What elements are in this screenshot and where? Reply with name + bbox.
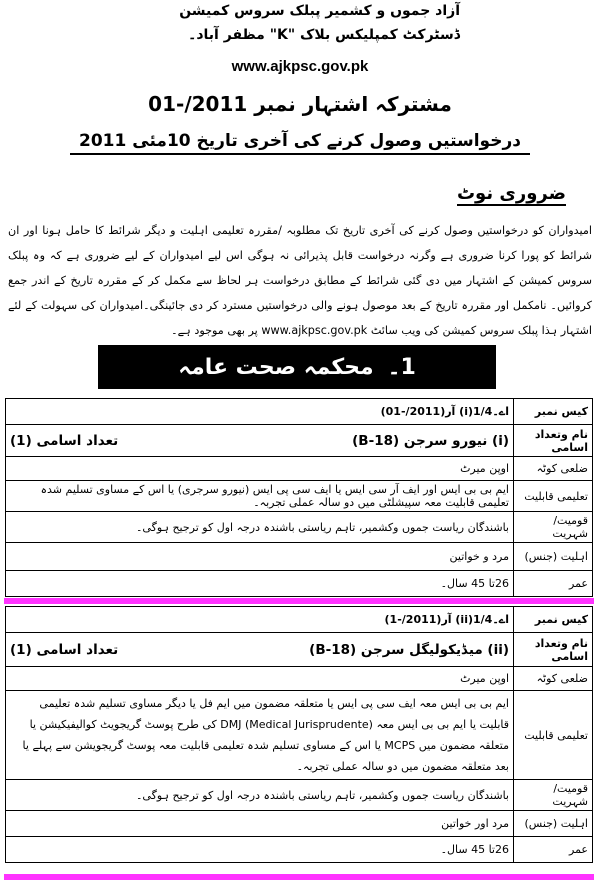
label-district-quota: ضلعی کوٹہ <box>514 457 593 481</box>
qualification-value: ایم بی بی ایس اور ایف آر سی ایس یا ایف سی پی ایس (نیورو سرجری) یا اس کے مساوی تسلیم شدہ تعلیمی قابلیت معہ سپیشلٹی میں دو سالہ عملی تجربہ۔ <box>6 481 514 512</box>
table-row <box>6 607 593 633</box>
post-count: تعداد اسامی (1) <box>10 641 119 658</box>
table-row <box>6 512 593 543</box>
highlight-separator <box>4 874 594 880</box>
table-row <box>6 399 593 425</box>
department-number: 1۔ <box>387 354 416 380</box>
note-body: امیدواران کو درخواستیں وصول کرنے کی آخری تاریخ تک مطلوبہ /مقررہ تعلیمی اہلیت و دیگر شرائط کا حامل ہونا اور ان شرائط کو پورا کرنا ضروری ہے وگرنہ درخواست قابل پذیرائی نہ ہوگی اس لیے امیدواران کے لیے ضروری ہے کہ وہ پبلک سروس کمیشن کے اشتہار میں دی گئی شرائط کے مطابق درخواست ہر لحاظ سے مکمل کر کے مقررہ تاریخ کے اندر جمع کروائیں۔ نامکمل اور مقررہ تاریخ کے بعد موصول ہونے والی درخواستیں مسترد کر دی جائینگی۔امیدواران کی سہولت کے لئے اشتہار ہذا پبلک سروس کمیشن کی ویب سائٹ www.ajkpsc.gov.pk پر بھی موجود ہے۔ <box>8 224 592 337</box>
case-number: اے۔1/4(ii) آر(2011/-1) <box>6 607 514 633</box>
highlight-separator <box>4 598 594 604</box>
table-row <box>6 811 593 837</box>
case-number: اے۔1/4(i) آر(2011/-01) <box>6 399 514 425</box>
table-row <box>6 667 593 691</box>
note-heading: ضروری نوٹ <box>456 183 566 204</box>
table-row <box>6 481 593 512</box>
post-cell <box>6 425 514 457</box>
label-case-no: کیس نمبر <box>514 399 593 425</box>
org-address-line2: ڈسٹرکٹ کمپلیکس بلاک "K" مظفر آباد۔ <box>188 27 460 43</box>
label-district-quota: ضلعی کوٹہ <box>514 667 593 691</box>
label-post-name: نام وتعداد اسامی <box>514 425 593 457</box>
table-row <box>6 691 593 780</box>
post-title: (ii) میڈیکولیگل سرجن (B-18) <box>309 641 509 658</box>
quota-value: اوپن میرٹ <box>6 457 514 481</box>
table-row <box>6 425 593 457</box>
label-nationality: قومیت/شہریت <box>514 780 593 811</box>
nationality-value: باشندگان ریاست جموں وکشمیر، تاہم ریاستی باشندہ درجہ اول کو ترجیح ہوگی۔ <box>6 512 514 543</box>
label-age: عمر <box>514 571 593 597</box>
label-gender: اہلیت (جنس) <box>514 811 593 837</box>
label-age: عمر <box>514 837 593 863</box>
label-case-no: کیس نمبر <box>514 607 593 633</box>
qualification-value: ایم بی بی ایس معہ ایف سی پی ایس یا متعلقہ مضمون میں ایم فل یا دیگر مساوی تسلیم شدہ تعلیمی قابلیت یا ایم بی بی ایس معہ DMJ (Medical Jurisprudente) کی طرح پوسٹ گریجویٹ کوالیفیکیشن یا متعلقہ مضمون میں MCPS یا اس کے مساوی تسلیم شدہ تعلیمی قابلیت معہ پوسٹ گریجویشن سے پہلے یا بعد متعلقہ مضمون میں دو سالہ عملی تجربہ۔ <box>6 691 514 780</box>
table-row <box>6 837 593 863</box>
case-table-2 <box>5 606 593 863</box>
table-row <box>6 571 593 597</box>
nationality-value: باشندگان ریاست جموں وکشمیر، تاہم ریاستی باشندہ درجہ اول کو ترجیح ہوگی۔ <box>6 780 514 811</box>
gender-value: مرد و خواتین <box>6 543 514 571</box>
department-banner <box>98 345 496 389</box>
table-row <box>6 633 593 667</box>
post-count: تعداد اسامی (1) <box>10 432 119 449</box>
table-row <box>6 780 593 811</box>
label-nationality: قومیت/شہریت <box>514 512 593 543</box>
deadline-line: درخواستیں وصول کرنے کی آخری تاریخ 10مئی 2011 <box>70 130 530 155</box>
post-title: (i) نیورو سرجن (B-18) <box>352 432 509 449</box>
case-table-1 <box>5 398 593 597</box>
age-value: 26تا 45 سال۔ <box>6 837 514 863</box>
website-url: www.ajkpsc.gov.pk <box>231 58 369 75</box>
advert-title: مشترکہ اشتہار نمبر 2011/-01 <box>148 92 452 116</box>
label-gender: اہلیت (جنس) <box>514 543 593 571</box>
label-post-name: نام وتعداد اسامی <box>514 633 593 667</box>
table-row <box>6 457 593 481</box>
org-name-line1: آزاد جموں و کشمیر پبلک سروس کمیشن <box>179 3 460 19</box>
department-name: محکمہ صحت عامہ <box>178 354 374 380</box>
table-row <box>6 543 593 571</box>
label-qualification: تعلیمی قابلیت <box>514 691 593 780</box>
label-qualification: تعلیمی قابلیت <box>514 481 593 512</box>
post-cell <box>6 633 514 667</box>
gender-value: مرد اور خواتین <box>6 811 514 837</box>
quota-value: اوپن میرٹ <box>6 667 514 691</box>
age-value: 26تا 45 سال۔ <box>6 571 514 597</box>
